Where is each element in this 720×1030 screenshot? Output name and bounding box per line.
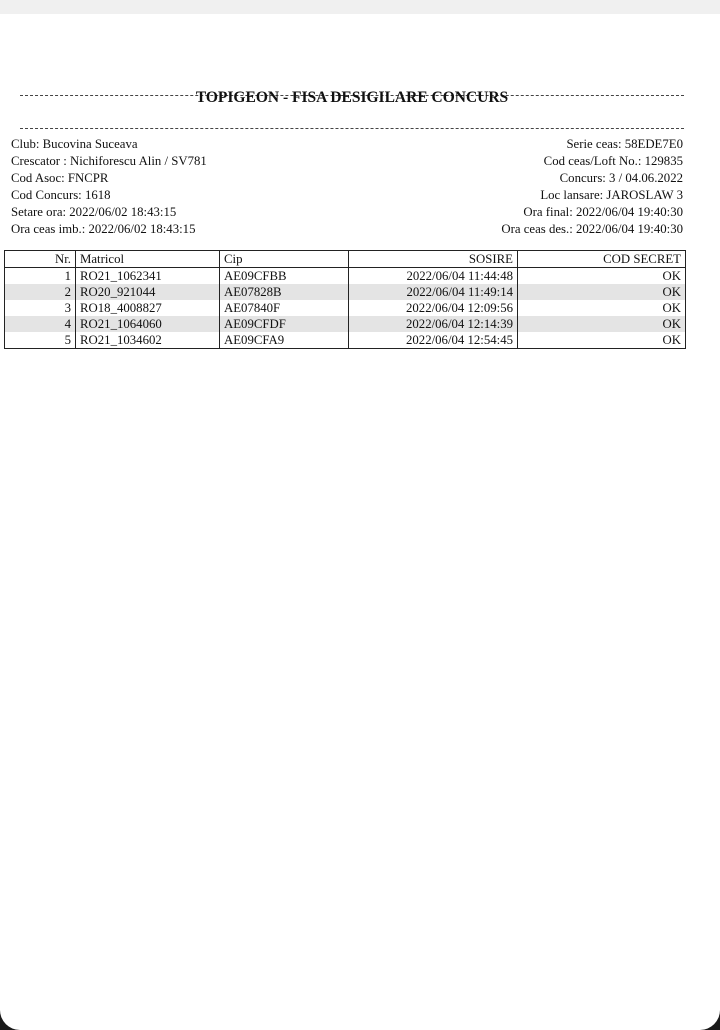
title-divider-bottom: [20, 128, 684, 129]
table-header-row: [5, 251, 686, 268]
viewer-top-bar: [0, 0, 720, 14]
header-matricol: Matricol: [76, 251, 220, 268]
cell-cod-secret: OK: [518, 300, 686, 316]
cell-cip: AE09CFDF: [220, 316, 349, 332]
cod-asoc-line: Cod Asoc: FNCPR: [11, 171, 109, 185]
cell-nr: 5: [5, 332, 76, 349]
cell-nr: 3: [5, 300, 76, 316]
cell-cod-secret: OK: [518, 332, 686, 349]
cell-cip: AE09CFA9: [220, 332, 349, 349]
serie-ceas-line: Serie ceas: 58EDE7E0: [566, 137, 683, 151]
cod-concurs-line: Cod Concurs: 1618: [11, 188, 111, 202]
cell-sosire: 2022/06/04 12:14:39: [349, 316, 518, 332]
table-row: [5, 300, 686, 316]
cell-nr: 1: [5, 268, 76, 285]
ora-final-line: Ora final: 2022/06/04 19:40:30: [523, 205, 683, 219]
cell-sosire: 2022/06/04 11:44:48: [349, 268, 518, 285]
info-left-block: [11, 136, 207, 238]
cell-matricol: RO18_4008827: [76, 300, 220, 316]
results-table: [4, 250, 686, 349]
club-line: Club: Bucovina Suceava: [11, 137, 138, 151]
cell-cip: AE07840F: [220, 300, 349, 316]
cell-cip: AE09CFBB: [220, 268, 349, 285]
document-title: TOPIGEON - FISA DESIGILARE CONCURS: [195, 89, 509, 106]
cell-cod-secret: OK: [518, 284, 686, 300]
ora-ceas-imb-line: Ora ceas imb.: 2022/06/02 18:43:15: [11, 222, 196, 236]
concurs-line: Concurs: 3 / 04.06.2022: [559, 171, 683, 185]
header-sosire: SOSIRE: [349, 251, 518, 268]
setare-ora-line: Setare ora: 2022/06/02 18:43:15: [11, 205, 177, 219]
ora-ceas-des-line: Ora ceas des.: 2022/06/04 19:40:30: [501, 222, 683, 236]
info-right-block: [501, 136, 683, 238]
cell-sosire: 2022/06/04 12:54:45: [349, 332, 518, 349]
header-cip: Cip: [220, 251, 349, 268]
cell-matricol: RO21_1062341: [76, 268, 220, 285]
cell-cod-secret: OK: [518, 316, 686, 332]
cell-nr: 2: [5, 284, 76, 300]
cell-nr: 4: [5, 316, 76, 332]
header-nr: Nr.: [5, 251, 76, 268]
cell-matricol: RO21_1064060: [76, 316, 220, 332]
cell-cip: AE07828B: [220, 284, 349, 300]
table-row: [5, 284, 686, 300]
crescator-line: Crescator : Nichiforescu Alin / SV781: [11, 154, 207, 168]
loc-lansare-line: Loc lansare: JAROSLAW 3: [540, 188, 683, 202]
cell-sosire: 2022/06/04 12:09:56: [349, 300, 518, 316]
table-row: [5, 268, 686, 285]
table-row: [5, 316, 686, 332]
cell-cod-secret: OK: [518, 268, 686, 285]
cell-matricol: RO21_1034602: [76, 332, 220, 349]
header-cod-secret: COD SECRET: [518, 251, 686, 268]
cod-ceas-line: Cod ceas/Loft No.: 129835: [543, 154, 683, 168]
cell-sosire: 2022/06/04 11:49:14: [349, 284, 518, 300]
table-row: [5, 332, 686, 349]
cell-matricol: RO20_921044: [76, 284, 220, 300]
